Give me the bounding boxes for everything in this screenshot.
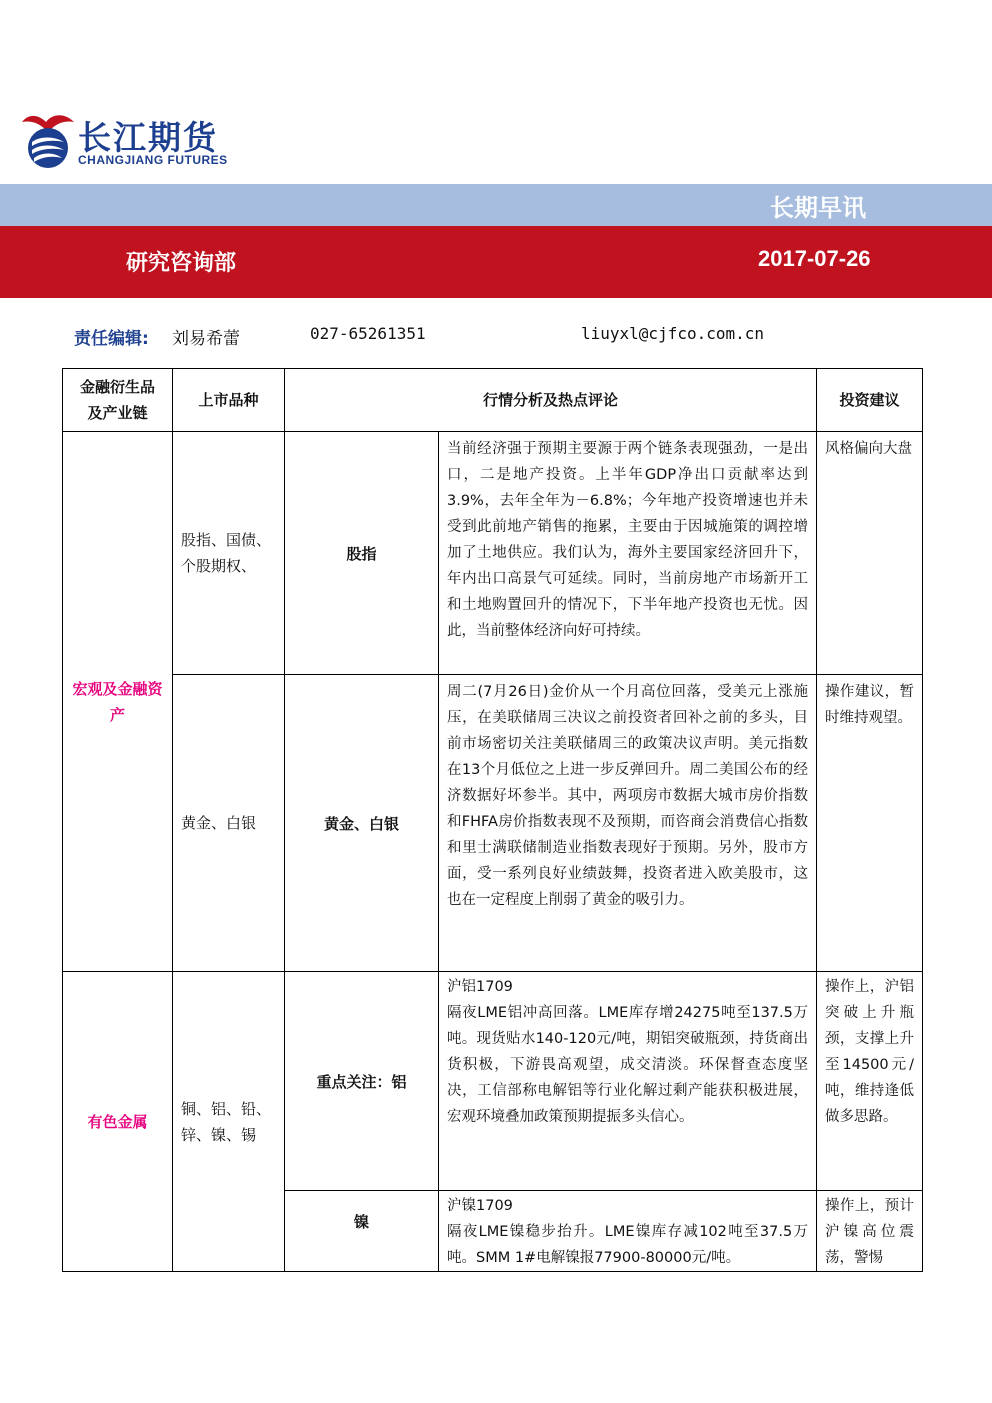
advice-cell: 操作建议，暂时维持观望。	[817, 675, 923, 972]
logo-text-cn: 长江期货	[78, 118, 218, 157]
header-products: 上市品种	[173, 369, 285, 432]
advice-cell: 风格偏向大盘	[817, 432, 923, 675]
table-row	[63, 972, 923, 1191]
analysis-cell: 周二(7月26日)金价从一个月高位回落，受美元上涨施压，在美联储周三决议之前投资者回补之前的多头，目前市场密切关注美联储周三的政策决议声明。美元指数在13个月低位之上进一步反弹回升。周二美国公布的经济数据好坏参半。其中，两项房市数据大城市房价指数和FHFA房价指数表现不及预期，而咨商会消费信心指数和里士满联储制造业指数表现好于预期。另外，股市方面，受一系列良好业绩鼓舞，投资者进入欧美股市，这也在一定程度上削弱了黄金的吸引力。	[439, 675, 817, 972]
analysis-cell: 当前经济强于预期主要源于两个链条表现强劲，一是出口，二是地产投资。上半年GDP净出口贡献率达到3.9%，去年全年为－6.8%；今年地产投资增速也并未受到此前地产销售的拖累，主要由于因城施策的调控增加了土地供应。我们认为，海外主要国家经济回升下，年内出口高景气可延续。同时，当前房地产市场新开工和土地购置回升的情况下，下半年地产投资也无忧。因此，当前整体经济向好可持续。	[439, 432, 817, 675]
report-table	[62, 368, 923, 1272]
editor-line	[74, 324, 765, 349]
table-header-row	[63, 369, 923, 432]
analysis-title: 沪镍1709	[447, 1198, 513, 1214]
analysis-title: 沪铝1709	[447, 979, 513, 995]
products-cell: 黄金、白银	[173, 675, 285, 972]
analysis-text: 隔夜LME镍稳步抬升。LME镍库存减102吨至37.5万吨。SMM 1#电解镍报77900-80000元/吨。	[447, 1224, 809, 1266]
department-name: 研究咨询部	[126, 251, 237, 276]
category-cell: 有色金属	[63, 972, 173, 1272]
logo-emblem-icon	[18, 108, 78, 172]
editor-phone: 027-65261351	[310, 324, 426, 343]
header-category: 金融衍生品及产业链	[63, 369, 173, 432]
category-cell: 宏观及金融资产	[63, 432, 173, 972]
header-advice: 投资建议	[817, 369, 923, 432]
title-band	[0, 184, 992, 226]
focus-cell: 黄金、白银	[285, 675, 439, 972]
header-analysis: 行情分析及热点评论	[285, 369, 817, 432]
editor-email[interactable]: liuyxl@cjfco.com.cn	[581, 324, 765, 343]
focus-cell: 重点关注：铝	[285, 972, 439, 1191]
department-band	[0, 226, 992, 298]
focus-cell: 股指	[285, 432, 439, 675]
editor-label: 责任编辑:	[74, 329, 149, 349]
products-cell: 铜、铝、铅、锌、镍、锡	[173, 972, 285, 1272]
report-title: 长期早讯	[770, 194, 866, 222]
table-row	[63, 432, 923, 675]
focus-cell: 镍	[285, 1191, 439, 1272]
analysis-cell	[439, 1191, 817, 1272]
logo-text-en: CHANGJIANG FUTURES	[78, 153, 228, 167]
products-cell: 股指、国债、个股期权、	[173, 432, 285, 675]
report-date: 2017-07-26	[758, 246, 871, 271]
analysis-text: 隔夜LME铝冲高回落。LME库存增24275吨至137.5万吨。现货贴水140-120元/吨，期铝突破瓶颈，持货商出货积极，下游畏高观望，成交清淡。环保督查态度坚决，工信部称电解铝等行业化解过剩产能获积极进展，宏观环境叠加政策预期提振多头信心。	[447, 1005, 809, 1125]
editor-name: 刘易希蕾	[172, 329, 240, 349]
advice-cell: 操作上，沪铝突破上升瓶颈，支撑上升至14500元/吨，维持逢低做多思路。	[817, 972, 923, 1191]
table-row	[63, 675, 923, 972]
analysis-cell	[439, 972, 817, 1191]
advice-cell: 操作上，预计沪镍高位震荡，警惕	[817, 1191, 923, 1272]
